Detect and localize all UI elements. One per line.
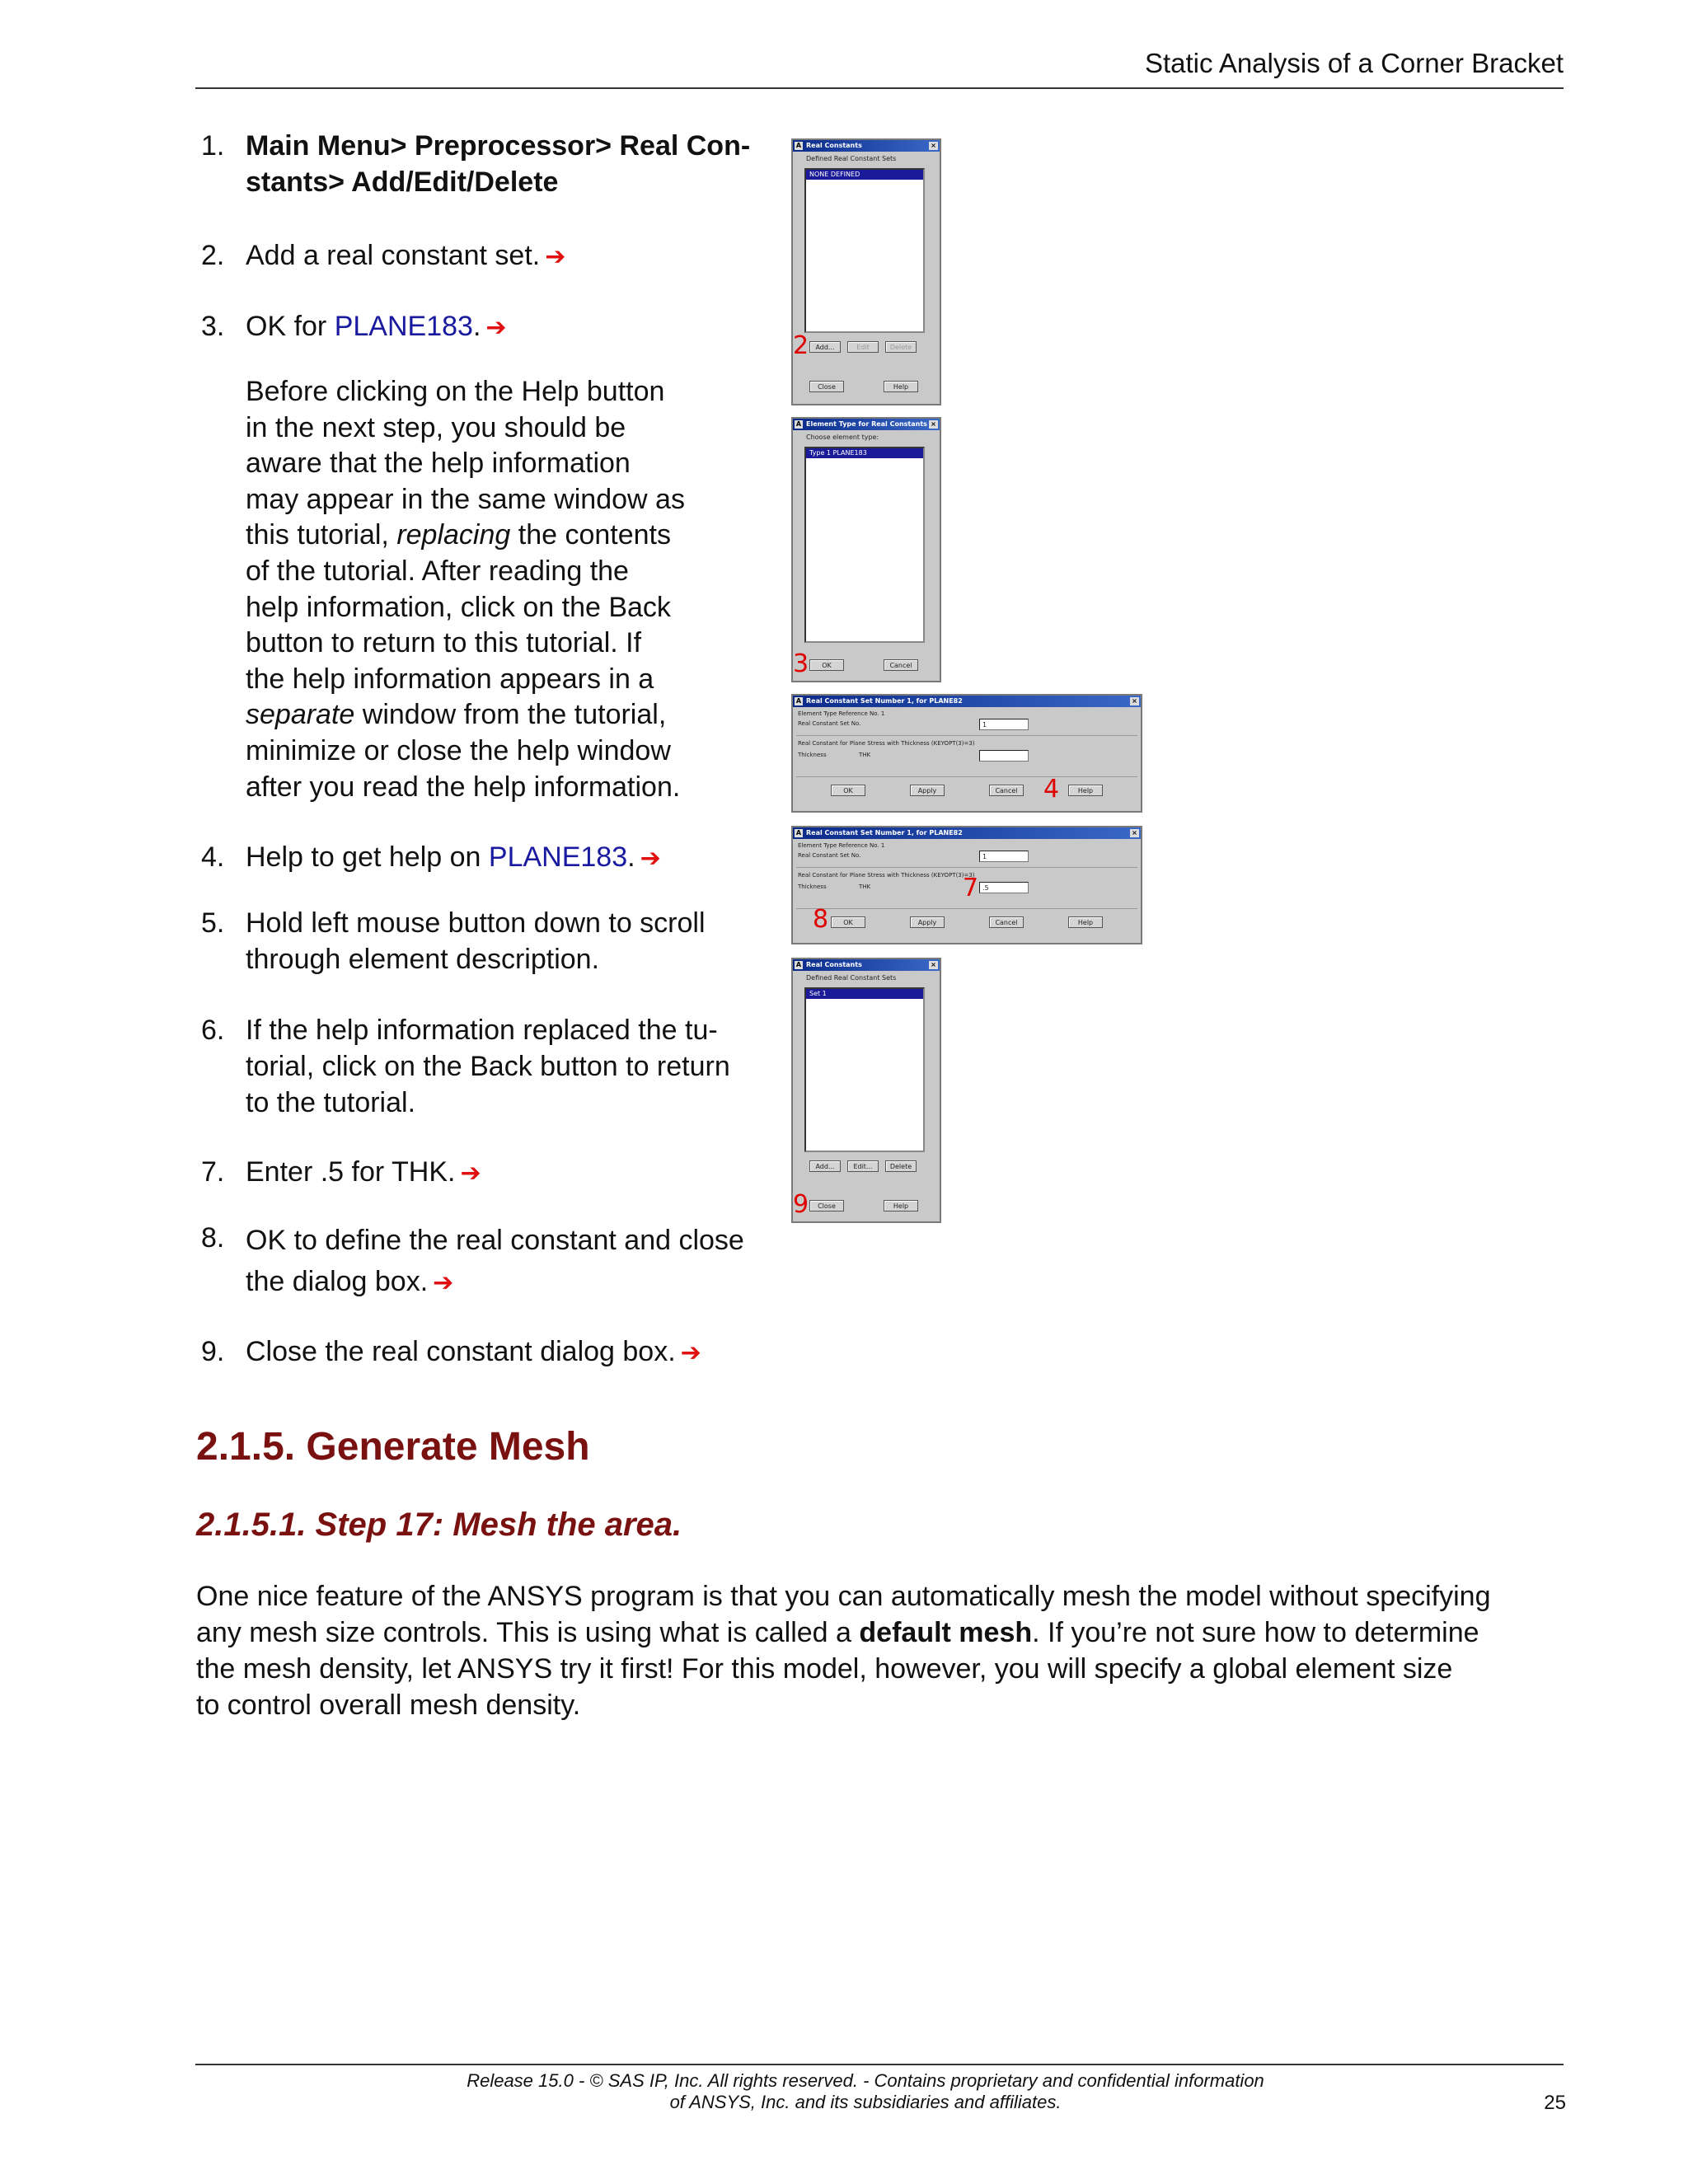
cancel-button[interactable]: Cancel bbox=[884, 659, 918, 671]
real-constant-list[interactable] bbox=[804, 168, 925, 333]
ok-button[interactable]: OK bbox=[831, 916, 865, 928]
para-line: the mesh density, let ANSYS try it first! For this model, however, you will specify a global element size bbox=[196, 1653, 1453, 1685]
red-arrow-icon: ➔ bbox=[640, 845, 661, 872]
edit-button[interactable]: Edit bbox=[847, 341, 879, 353]
real-constants-dialog bbox=[791, 138, 941, 405]
close-button[interactable]: Close bbox=[809, 1200, 844, 1212]
real-constant-set-dialog bbox=[791, 694, 1142, 813]
note-line: minimize or close the help window bbox=[246, 734, 671, 766]
apply-button[interactable]: Apply bbox=[910, 916, 945, 928]
page-header bbox=[195, 48, 1564, 89]
step-text: torial, click on the Back button to return bbox=[246, 1051, 730, 1082]
delete-button[interactable]: Delete bbox=[885, 341, 917, 353]
thk-input[interactable] bbox=[979, 750, 1029, 762]
plane183-link[interactable]: PLANE183 bbox=[334, 311, 473, 342]
step-text: OK to define the real constant and close bbox=[246, 1225, 744, 1256]
field-label: Real Constant Set No. bbox=[798, 852, 861, 859]
note-line: of the tutorial. After reading the bbox=[246, 555, 629, 587]
ansys-icon: A bbox=[795, 420, 802, 428]
dialog-subtitle: Choose element type: bbox=[806, 434, 879, 441]
footer-line: of ANSYS, Inc. and its subsidiaries and affiliates. bbox=[669, 2092, 1062, 2112]
close-icon[interactable]: × bbox=[929, 961, 938, 969]
close-icon[interactable]: × bbox=[1130, 829, 1139, 837]
step-text: If the help information replaced the tu- bbox=[246, 1015, 718, 1046]
step-text: Help to get help on bbox=[246, 841, 489, 873]
step-text: Add a real constant set. bbox=[246, 240, 541, 271]
close-icon[interactable]: × bbox=[929, 142, 938, 150]
note-line: the contents bbox=[510, 519, 671, 551]
field-label: Real Constant for Plane Stress with Thickness (KEYOPT(3)=3) bbox=[798, 872, 975, 879]
note-line: window from the tutorial, bbox=[354, 699, 667, 731]
edit-button[interactable]: Edit... bbox=[847, 1160, 879, 1172]
step-text: to the tutorial. bbox=[246, 1087, 416, 1118]
field-label: Element Type Reference No. 1 bbox=[798, 710, 885, 717]
element-type-list[interactable] bbox=[804, 447, 925, 643]
callout-number: 4 bbox=[1043, 775, 1060, 804]
step-number: 3. bbox=[201, 311, 225, 342]
step-text: Close the real constant dialog box. bbox=[246, 1336, 676, 1367]
para-line: to control overall mesh density. bbox=[196, 1690, 581, 1721]
page-number: 25 bbox=[1544, 2092, 1566, 2114]
apply-button[interactable]: Apply bbox=[910, 785, 945, 796]
thk-input[interactable]: .5 bbox=[979, 882, 1029, 893]
ansys-icon: A bbox=[795, 142, 802, 149]
step-number: 6. bbox=[201, 1015, 225, 1046]
divider bbox=[796, 776, 1137, 777]
delete-button[interactable]: Delete bbox=[885, 1160, 917, 1172]
dialog-titlebar bbox=[793, 696, 1141, 707]
note-line: after you read the help information. bbox=[246, 771, 681, 803]
note-line: help information, click on the Back bbox=[246, 591, 671, 623]
field-label: Thickness bbox=[798, 883, 827, 890]
ansys-icon: A bbox=[795, 697, 802, 705]
field-label: Real Constant Set No. bbox=[798, 720, 861, 727]
step-number: 9. bbox=[201, 1336, 225, 1367]
ok-button[interactable]: OK bbox=[831, 785, 865, 796]
divider bbox=[796, 735, 1137, 736]
step-number: 4. bbox=[201, 841, 225, 873]
dialog-title: Element Type for Real Constants bbox=[806, 420, 927, 428]
plane183-link[interactable]: PLANE183 bbox=[488, 841, 628, 873]
step-text-end: . bbox=[627, 841, 635, 873]
dialog-title: Real Constant Set Number 1, for PLANE82 bbox=[806, 697, 963, 705]
real-constant-set-filled-dialog bbox=[791, 826, 1142, 944]
help-button[interactable]: Help bbox=[1068, 916, 1103, 928]
red-arrow-icon: ➔ bbox=[460, 1160, 481, 1187]
real-constants-defined-dialog bbox=[791, 958, 941, 1223]
step-text: Enter .5 for THK. bbox=[246, 1156, 456, 1188]
cancel-button[interactable]: Cancel bbox=[989, 916, 1024, 928]
step-number: 2. bbox=[201, 240, 225, 271]
section-heading: 2.1.5. Generate Mesh bbox=[196, 1425, 590, 1469]
real-constant-set-no-input[interactable]: 1 bbox=[979, 719, 1029, 730]
red-arrow-icon: ➔ bbox=[545, 243, 566, 270]
dialog-titlebar bbox=[793, 419, 940, 430]
note-line: the help information appears in a bbox=[246, 663, 654, 695]
header-title: Static Analysis of a Corner Bracket bbox=[1144, 48, 1564, 78]
help-button[interactable]: Help bbox=[1068, 785, 1103, 796]
note-line: may appear in the same window as bbox=[246, 483, 685, 515]
close-button[interactable]: Close bbox=[809, 381, 844, 392]
divider bbox=[796, 867, 1137, 868]
red-arrow-icon: ➔ bbox=[485, 314, 507, 341]
dialog-subtitle: Defined Real Constant Sets bbox=[806, 155, 897, 162]
step-text: Hold left mouse button down to scroll bbox=[246, 907, 706, 939]
callout-number: 3 bbox=[793, 649, 809, 678]
note-line: Before clicking on the Help button bbox=[246, 376, 665, 407]
para-line: One nice feature of the ANSYS program is that you can automatically mesh the model without specifying bbox=[196, 1581, 1491, 1612]
step-number: 5. bbox=[201, 907, 225, 939]
field-label: Element Type Reference No. 1 bbox=[798, 842, 885, 849]
note-line: button to return to this tutorial. If bbox=[246, 627, 642, 659]
footer-copyright bbox=[330, 2070, 1401, 2113]
step-text: the dialog box. bbox=[246, 1266, 429, 1297]
ansys-icon: A bbox=[795, 829, 802, 837]
dialog-titlebar bbox=[793, 959, 940, 971]
note-emphasis: replacing bbox=[396, 519, 511, 551]
note-line: aware that the help information bbox=[246, 448, 631, 480]
callout-number: 2 bbox=[793, 331, 809, 360]
help-button[interactable]: Help bbox=[884, 1200, 918, 1212]
element-type-dialog bbox=[791, 417, 941, 682]
step-text: OK for bbox=[246, 311, 335, 342]
menu-path: Main Menu> Preprocessor> Real Con- bbox=[246, 130, 751, 162]
step-number: 8. bbox=[201, 1222, 225, 1254]
close-icon[interactable]: × bbox=[1130, 697, 1139, 705]
ansys-icon: A bbox=[795, 961, 802, 968]
list-item[interactable]: Type 1 PLANE183 bbox=[806, 448, 923, 458]
dialog-subtitle: Defined Real Constant Sets bbox=[806, 974, 897, 982]
menu-path-cont: stants> Add/Edit/Delete bbox=[246, 166, 559, 198]
note-emphasis: separate bbox=[246, 699, 355, 731]
callout-number: 8 bbox=[813, 905, 829, 934]
close-icon[interactable]: × bbox=[929, 420, 938, 429]
para-line: . If you’re not sure how to determine bbox=[1032, 1617, 1479, 1648]
step-number: 7. bbox=[201, 1156, 225, 1188]
dialog-titlebar bbox=[793, 827, 1141, 839]
footer-divider bbox=[195, 2064, 1564, 2065]
note-line: this tutorial, bbox=[246, 519, 397, 551]
help-note bbox=[246, 374, 740, 805]
body-paragraph bbox=[196, 1578, 1573, 1723]
field-label: THK bbox=[859, 883, 871, 890]
dialog-title: Real Constant Set Number 1, for PLANE82 bbox=[806, 829, 963, 837]
add-button[interactable]: Add... bbox=[809, 1160, 841, 1172]
field-label: Real Constant for Plane Stress with Thickness (KEYOPT(3)=3) bbox=[798, 740, 975, 747]
list-item[interactable]: NONE DEFINED bbox=[806, 170, 923, 180]
help-button[interactable]: Help bbox=[884, 381, 918, 392]
red-arrow-icon: ➔ bbox=[433, 1269, 454, 1296]
dialog-title: Real Constants bbox=[806, 961, 862, 968]
list-item[interactable]: Set 1 bbox=[806, 989, 923, 999]
para-line: any mesh size controls. This is using what is called a bbox=[196, 1617, 860, 1648]
step-text-end: . bbox=[472, 311, 481, 342]
field-label: THK bbox=[859, 752, 871, 758]
real-constant-list[interactable] bbox=[804, 987, 925, 1152]
callout-number: 9 bbox=[793, 1190, 809, 1219]
field-label: Thickness bbox=[798, 752, 827, 758]
dialog-title: Real Constants bbox=[806, 142, 862, 149]
step-number: 1. bbox=[201, 130, 225, 162]
ok-button[interactable]: OK bbox=[809, 659, 844, 671]
note-line: in the next step, you should be bbox=[246, 411, 626, 443]
subsection-heading: 2.1.5.1. Step 17: Mesh the area. bbox=[196, 1507, 682, 1543]
real-constant-set-no-input[interactable]: 1 bbox=[979, 851, 1029, 862]
para-emphasis: default mesh bbox=[859, 1617, 1033, 1648]
add-button[interactable]: Add... bbox=[809, 341, 841, 353]
dialog-titlebar bbox=[793, 140, 940, 152]
cancel-button[interactable]: Cancel bbox=[989, 785, 1024, 796]
step-text: through element description. bbox=[246, 944, 600, 975]
footer-line: Release 15.0 - © SAS IP, Inc. All rights reserved. - Contains proprietary and confidential information bbox=[467, 2070, 1264, 2091]
divider bbox=[796, 908, 1137, 909]
callout-number: 7 bbox=[963, 874, 979, 902]
red-arrow-icon: ➔ bbox=[680, 1339, 701, 1366]
